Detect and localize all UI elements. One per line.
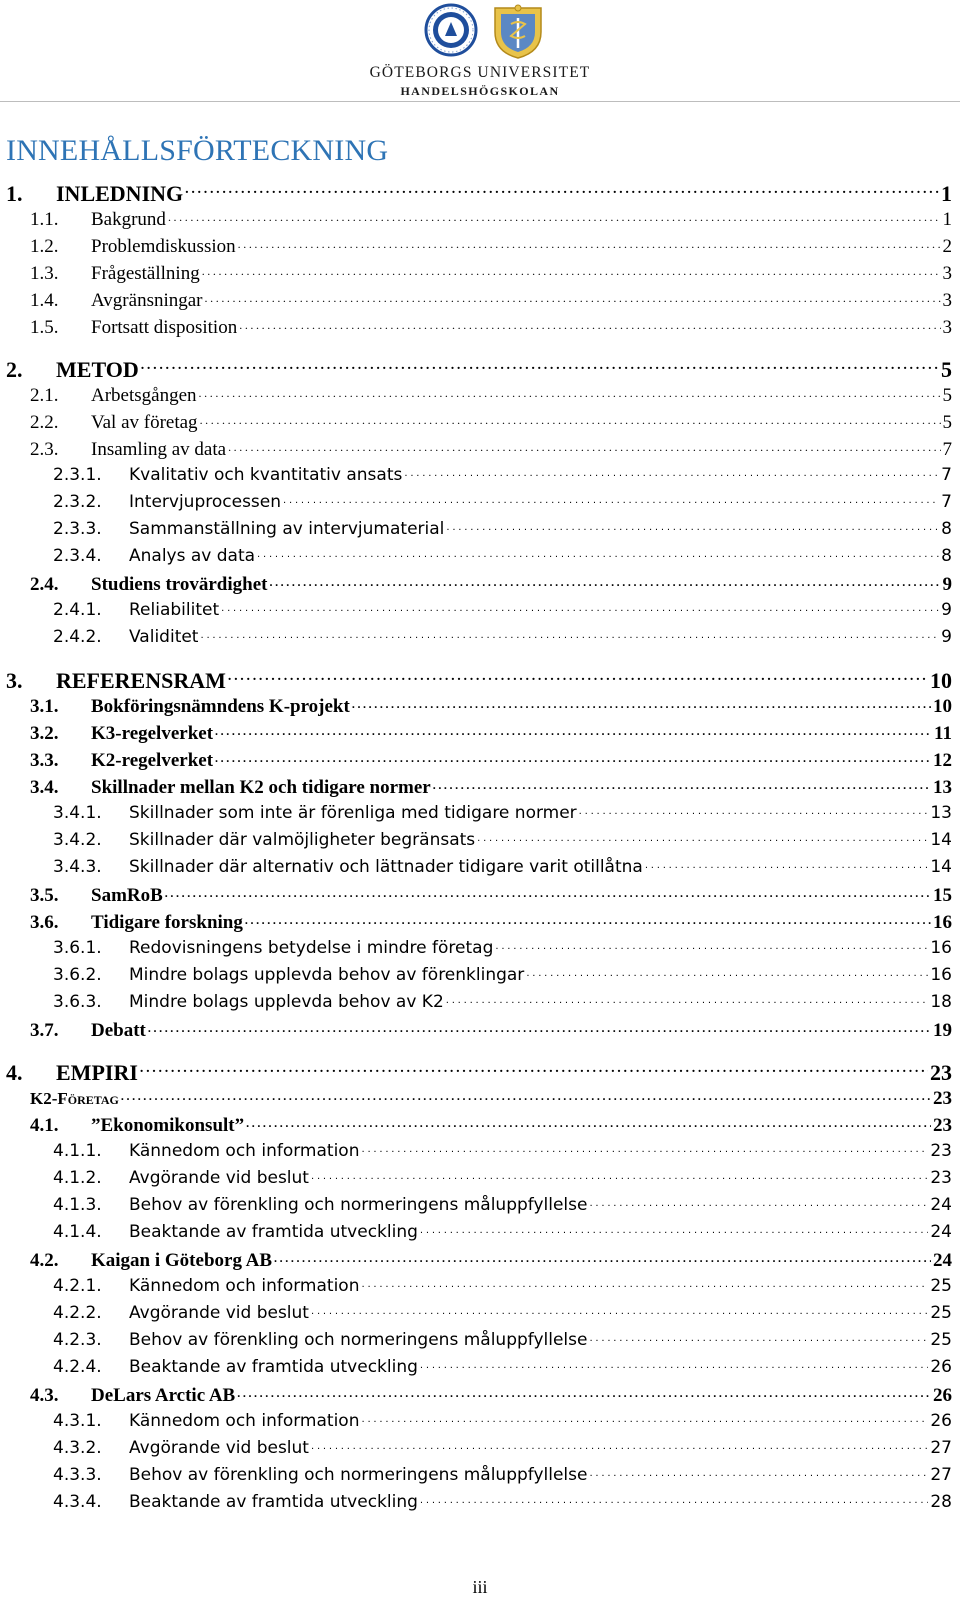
toc-entry-number: 4.1.1. [53,1141,102,1161]
toc-entry-page: 23 [933,1115,952,1136]
toc-entry-page: 23 [930,1168,952,1188]
toc-leader-dots [645,855,929,872]
toc-entry[interactable] [0,1409,952,1433]
toc-entry-number: 2.3.1. [53,465,102,485]
page-header [0,0,960,102]
toc-leader-dots [274,1247,931,1266]
toc-entry-number: 3.6. [30,912,59,933]
toc-entry-page: 11 [934,723,952,744]
toc-entry-title: K2-regelverket [91,750,214,771]
toc-entry-title: Skillnader mellan K2 och tidigare normer [91,777,431,798]
toc-entry-page: 16 [930,938,952,958]
toc-entry-number: 4.2.2. [53,1303,102,1323]
toc-entry-page: 26 [930,1357,952,1377]
toc-leader-dots [420,1355,928,1372]
toc-entry-title: Studiens trovärdighet [91,574,268,595]
toc-entry[interactable] [0,544,952,568]
toc-leader-dots [148,1017,931,1036]
toc-entry-number: 2.3.2. [53,492,102,512]
toc-entry-title: SamRoB [91,885,163,906]
toc-entry-title: Mindre bolags upplevda behov av förenklingar [129,965,525,985]
toc-entry-page: 14 [930,857,952,877]
toc-entry-title: METOD [56,357,139,382]
toc-entry-number: 3.4. [30,777,59,798]
toc-entry-page: 16 [930,965,952,985]
toc-leader-dots [199,382,941,401]
toc-entry-title: Arbetsgången [91,385,197,406]
toc-entry-title: INLEDNING [56,181,184,206]
toc-entry-title: Kaigan i Göteborg AB [91,1250,273,1271]
toc-entry-title: Behov av förenkling och normeringens måluppfyllelse [129,1330,588,1350]
toc-entry[interactable] [0,1017,952,1041]
toc-leader-dots [239,314,940,333]
toc-entry[interactable] [0,355,952,382]
toc-entry-number: 4.1. [30,1115,59,1136]
toc-entry-page: 25 [930,1303,952,1323]
toc-entry-page: 27 [930,1438,952,1458]
toc-entry-number: 2.2. [30,412,59,433]
toc-entry-page: 5 [942,412,952,433]
toc-leader-dots [228,436,940,455]
toc-entry[interactable] [0,1274,952,1298]
toc-leader-dots [245,909,931,928]
toc-entry-page: 26 [930,1411,952,1431]
toc-entry[interactable] [0,382,952,406]
toc-entry-title: Debatt [91,1020,146,1041]
toc-entry[interactable] [0,1085,952,1109]
toc-entry-title: Fortsatt disposition [91,317,238,338]
toc-entry-number: 1.3. [30,263,59,284]
toc-leader-dots [168,206,941,225]
toc-entry-number: 2. [6,357,23,382]
toc-entry-number: 1.2. [30,236,59,257]
toc-entry-page: 12 [933,750,952,771]
toc-entry-number: 3.4.3. [53,857,102,877]
toc-entry-title: Beaktande av framtida utveckling [129,1492,418,1512]
toc-leader-dots [141,355,939,377]
toc-entry-page: 23 [933,1088,952,1109]
toc-leader-dots [311,1166,928,1183]
toc-entry-title: Insamling av data [91,439,227,460]
page-title: INNEHÅLLSFÖRTECKNING [6,134,389,167]
toc-entry-number: 4.1.2. [53,1168,102,1188]
toc-entry-title: Avgörande vid beslut [129,1168,309,1188]
toc-leader-dots [361,1139,928,1156]
toc-entry[interactable] [0,1436,952,1460]
toc-entry-number: 4.3. [30,1385,59,1406]
toc-entry[interactable] [0,1382,952,1406]
toc-entry-title: Reliabilitet [129,600,220,620]
toc-entry-number: 4.1.4. [53,1222,102,1242]
toc-entry[interactable] [0,1247,952,1271]
toc-entry-page: 15 [933,885,952,906]
toc-entry[interactable] [0,409,952,433]
toc-leader-dots [433,774,931,793]
toc-entry-number: 4.3.4. [53,1492,102,1512]
toc-entry-number: 2.1. [30,385,59,406]
toc-entry-page: 16 [933,912,952,933]
toc-entry[interactable] [0,720,952,744]
toc-entry-page: 13 [933,777,952,798]
toc-entry[interactable] [0,1301,952,1325]
toc-entry[interactable] [0,179,952,206]
toc-entry-title: Mindre bolags upplevda behov av K2 [129,992,444,1012]
toc-entry[interactable] [0,963,952,987]
toc-entry-page: 24 [930,1195,952,1215]
toc-entry-number: 2.3.3. [53,519,102,539]
toc-entry-number: 3.6.2. [53,965,102,985]
toc-entry[interactable] [0,490,952,514]
toc-entry-number: 4.2.4. [53,1357,102,1377]
toc-entry-page: 26 [933,1385,952,1406]
toc-leader-dots [404,463,939,480]
toc-entry[interactable] [0,233,952,257]
toc-leader-dots [228,666,928,688]
toc-entry[interactable] [0,260,952,284]
toc-entry[interactable] [0,517,952,541]
school-name: HANDELSHÖGSKOLAN [400,84,560,98]
toc-entry[interactable] [0,1355,952,1379]
toc-entry[interactable] [0,666,952,693]
toc-entry-page: 25 [930,1330,952,1350]
toc-entry-number: 1. [6,181,23,206]
toc-leader-dots [121,1085,931,1104]
toc-leader-dots [361,1409,928,1426]
toc-leader-dots [352,693,931,712]
toc-entry-title: K2-Företag [30,1089,119,1108]
toc-entry-title: Kännedom och information [129,1141,360,1161]
toc-entry-number: 3.6.1. [53,938,102,958]
toc-entry[interactable] [0,1490,952,1514]
toc-leader-dots [238,233,941,252]
toc-entry-title: REFERENSRAM [56,668,226,693]
toc-entry-page: 18 [930,992,952,1012]
toc-entry-title: Avgörande vid beslut [129,1303,309,1323]
toc-entry-number: 3.1. [30,696,59,717]
toc-entry-page: 19 [933,1020,952,1041]
toc-entry-title: Beaktande av framtida utveckling [129,1357,418,1377]
toc-leader-dots [589,1193,928,1210]
toc-entry-number: 4.1.3. [53,1195,102,1215]
toc-leader-dots [202,260,941,279]
toc-entry-number: 2.4.1. [53,600,102,620]
toc-entry-page: 8 [941,546,952,566]
toc-entry-number: 1.1. [30,209,59,230]
toc-entry-number: 4.3.3. [53,1465,102,1485]
toc-entry-number: 4. [6,1060,23,1085]
toc-entry-number: 1.4. [30,290,59,311]
toc-entry[interactable] [0,747,952,771]
toc-entry-title: Avgörande vid beslut [129,1438,309,1458]
toc-entry-title: Problemdiskussion [91,236,236,257]
toc-entry-title: EMPIRI [56,1060,138,1085]
toc-entry[interactable] [0,774,952,798]
toc-entry-page: 9 [941,627,952,647]
toc-entry-page: 8 [941,519,952,539]
toc-entry-title: Kännedom och information [129,1276,360,1296]
toc-leader-dots [269,571,940,590]
toc-entry-number: 3.6.3. [53,992,102,1012]
toc-entry[interactable] [0,1139,952,1163]
toc-entry[interactable] [0,801,952,825]
toc-entry[interactable] [0,598,952,622]
university-seal-icon [426,5,476,55]
toc-entry-page: 27 [930,1465,952,1485]
toc-entry-title: Skillnader som inte är förenliga med tidigare normer [129,803,577,823]
toc-entry-title: Validitet [129,627,199,647]
toc-entry-number: 4.3.1. [53,1411,102,1431]
toc-leader-dots [221,598,939,615]
school-emblem-icon [495,5,541,58]
toc-entry-page: 28 [930,1492,952,1512]
toc-entry-title: Bokföringsnämndens K-projekt [91,696,350,717]
toc-leader-dots [420,1220,928,1237]
university-name: GÖTEBORGS UNIVERSITET [369,64,591,81]
toc-entry[interactable] [0,287,952,311]
toc-entry-page: 5 [942,385,952,406]
toc-entry-title: Analys av data [129,546,256,566]
toc-entry[interactable] [0,1058,952,1085]
page-number: iii [472,1577,488,1597]
toc-leader-dots [140,1058,928,1080]
toc-leader-dots [215,747,931,766]
toc-leader-dots [526,963,928,980]
toc-entry-number: 2.3. [30,439,59,460]
toc-leader-dots [200,625,939,642]
toc-entry-title: Kännedom och information [129,1411,360,1431]
toc-leader-dots [311,1301,928,1318]
toc-leader-dots [579,801,929,818]
toc-entry-page: 3 [942,290,952,311]
toc-entry-page: 7 [942,439,952,460]
toc-entry-title: Beaktande av framtida utveckling [129,1222,418,1242]
toc-entry-number: 4.2.1. [53,1276,102,1296]
toc-entry-page: 14 [930,830,952,850]
toc-entry[interactable] [0,463,952,487]
toc-entry[interactable] [0,936,952,960]
toc-entry[interactable] [0,693,952,717]
toc-entry-page: 5 [941,357,952,382]
toc-entry[interactable] [0,436,952,460]
toc-entry-page: 23 [930,1060,952,1085]
toc-entry-title: Sammanställning av intervjumaterial [129,519,445,539]
toc-entry[interactable] [0,1220,952,1244]
toc-entry[interactable] [0,882,952,906]
toc-entry-title: Skillnader där valmöjligheter begränsats [129,830,476,850]
toc-entry[interactable] [0,1193,952,1217]
toc-leader-dots [205,287,941,306]
toc-entry-title: Frågeställning [91,263,200,284]
toc-entry-page: 7 [941,492,952,512]
toc-entry-page: 13 [930,803,952,823]
toc-entry-number: 4.3.2. [53,1438,102,1458]
toc-entry-page: 24 [933,1250,952,1271]
header-divider [0,101,960,102]
toc-entry-number: 2.4.2. [53,627,102,647]
toc-entry-page: 9 [941,600,952,620]
toc-leader-dots [495,936,928,953]
toc-leader-dots [185,179,939,201]
toc-entry-title: Redovisningens betydelse i mindre företag [129,938,494,958]
toc-entry-number: 1.5. [30,317,59,338]
toc-entry-number: 3.3. [30,750,59,771]
toc-entry-page: 25 [930,1276,952,1296]
toc-leader-dots [589,1328,928,1345]
toc-entry-number: 2.3.4. [53,546,102,566]
toc-entry[interactable] [0,1112,952,1136]
toc-entry-title: ”Ekonomikonsult” [91,1115,245,1136]
toc-entry-page: 10 [930,668,952,693]
toc-entry-number: 3.4.2. [53,830,102,850]
toc-entry-title: Val av företag [91,412,198,433]
toc-entry-title: DeLars Arctic AB [91,1385,236,1406]
toc-leader-dots [361,1274,928,1291]
toc-leader-dots [477,828,928,845]
toc-entry-title: Intervjuprocessen [129,492,282,512]
toc-entry-title: Tidigare forskning [91,912,243,933]
toc-leader-dots [165,882,931,901]
toc-entry[interactable] [0,571,952,595]
toc-leader-dots [589,1463,928,1480]
toc-leader-dots [283,490,939,507]
toc-entry-page: 9 [942,574,952,595]
toc-entry-title: Behov av förenkling och normeringens måluppfyllelse [129,1465,588,1485]
toc-entry[interactable] [0,855,952,879]
toc-leader-dots [237,1382,931,1401]
toc-entry-number: 4.2. [30,1250,59,1271]
toc-entry-page: 24 [930,1222,952,1242]
toc-entry-page: 7 [941,465,952,485]
toc-entry[interactable] [0,1463,952,1487]
toc-entry-page: 10 [933,696,952,717]
toc-leader-dots [215,720,932,739]
toc-leader-dots [257,544,939,561]
toc-entry-number: 3.2. [30,723,59,744]
toc-leader-dots [446,990,929,1007]
toc-entry-title: K3-regelverket [91,723,214,744]
toc-entry-page: 1 [942,209,952,230]
toc-entry-number: 4.2.3. [53,1330,102,1350]
toc-entry-page: 3 [942,317,952,338]
toc-entry-page: 1 [941,181,952,206]
toc-entry-number: 3.7. [30,1020,59,1041]
toc-entry[interactable] [0,1166,952,1190]
toc-entry-page: 23 [930,1141,952,1161]
toc-entry[interactable] [0,314,952,338]
toc-leader-dots [311,1436,928,1453]
toc-entry-page: 2 [942,236,952,257]
toc-entry[interactable] [0,625,952,649]
toc-entry-title: Skillnader där alternativ och lättnader tidigare varit otillåtna [129,857,643,877]
toc-entry-title: Kvalitativ och kvantitativ ansats [129,465,403,485]
toc-entry-title: Bakgrund [91,209,166,230]
toc-entry-number: 3. [6,668,23,693]
toc-leader-dots [246,1112,931,1131]
university-logos [423,2,549,60]
toc-entry[interactable] [0,1328,952,1352]
toc-leader-dots [420,1490,928,1507]
toc-entry-page: 3 [942,263,952,284]
toc-entry[interactable] [0,206,952,230]
toc-entry-number: 2.4. [30,574,59,595]
toc-entry-title: Behov av förenkling och normeringens måluppfyllelse [129,1195,588,1215]
toc-entry-title: Avgränsningar [91,290,203,311]
toc-leader-dots [446,517,939,534]
toc-leader-dots [200,409,941,428]
toc-entry-number: 3.4.1. [53,803,102,823]
toc-entry[interactable] [0,828,952,852]
toc-entry[interactable] [0,909,952,933]
toc-entry-number: 3.5. [30,885,59,906]
toc-entry[interactable] [0,990,952,1014]
